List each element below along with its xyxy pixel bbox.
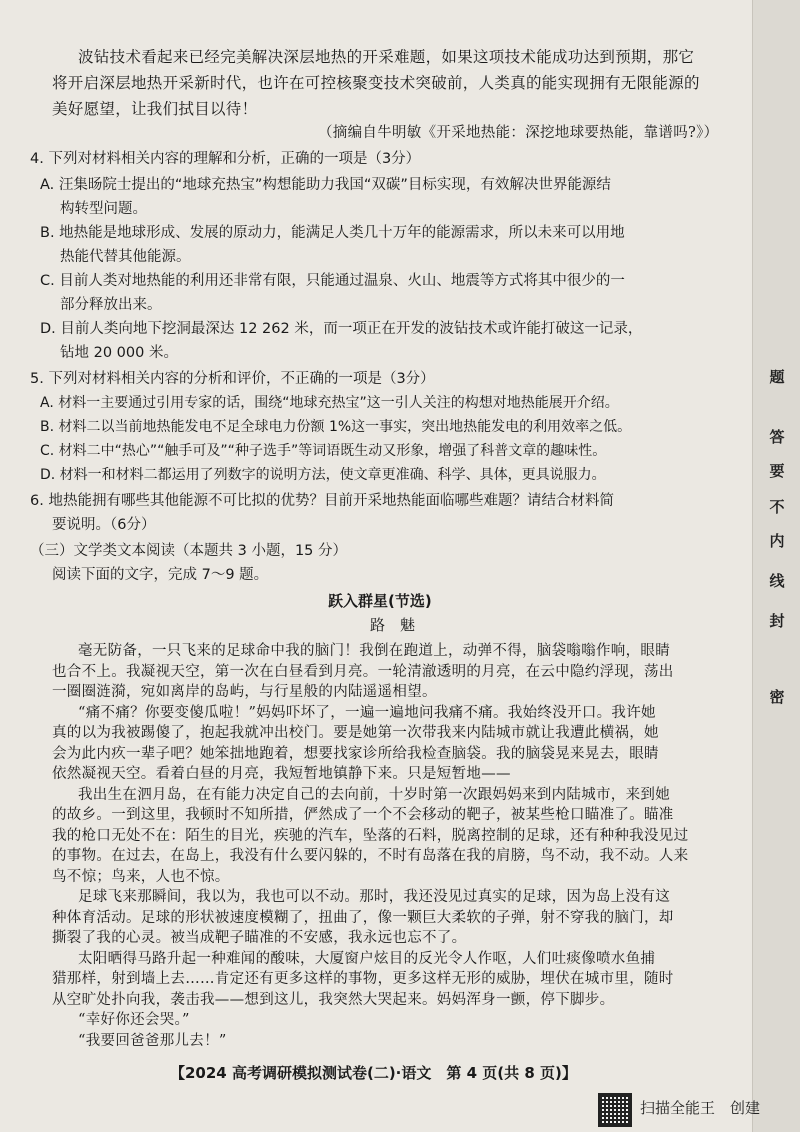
margin-char: 内 <box>769 532 785 550</box>
passage-line: 美好愿望，让我们拭目以待！ <box>52 100 258 118</box>
margin-char: 密 <box>769 688 785 706</box>
story-line: 撕裂了我的心灵。被当成靶子瞄准的不安感，我永远也忘不了。 <box>52 930 467 946</box>
story-title: 跃入群星(节选) <box>328 592 432 610</box>
q4-option: 钻地 20 000 米。 <box>60 345 178 361</box>
q5-option: C. 材料二中“热心”“触手可及”“种子选手”等词语既生动又形象，增强了科普文章的趣味性。 <box>40 443 607 459</box>
story-line: 毫无防备，一只飞来的足球命中我的脑门！我倒在跑道上，动弹不得，脑袋嗡嗡作响，眼睛 <box>78 643 670 659</box>
margin-char: 不 <box>769 498 785 516</box>
passage-line: 将开启深层地热开采新时代，也许在可控核聚变技术突破前，人类真的能实现拥有无限能源的 <box>52 74 700 92</box>
scanner-watermark: 扫描全能王 创建 <box>640 1099 761 1117</box>
q4-option: D. 目前人类向地下挖洞最深达 12 262 米，而一项正在开发的波钻技术或许能打破这一记录， <box>40 321 643 337</box>
q4-option: B. 地热能是地球形成、发展的原动力，能满足人类几十万年的能源需求，所以未来可以用地 <box>40 225 625 241</box>
citation: （摘编自牛明敏《开采地热能：深挖地球要热能，靠谱吗?》） <box>318 125 719 141</box>
story-line: 种体育活动。足球的形状被速度模糊了，扭曲了，像一颗巨大柔软的子弹，射不穿我的脑门，却 <box>52 909 674 926</box>
story-line: “我要回爸爸那儿去！” <box>78 1032 227 1049</box>
passage-line: 波钻技术看起来已经完美解决深层地热的开采难题，如果这项技术能成功达到预期，那它 <box>78 48 695 66</box>
margin-char: 要 <box>769 462 785 480</box>
story-line: 猎那样，射到墙上去……肯定还有更多这样的事物，更多这样无形的威胁，埋伏在城市里，随时 <box>52 971 674 987</box>
q5-option: B. 材料二以当前地热能发电不足全球电力份额 1%这一事实，突出地热能发电的利用效率之低。 <box>40 419 632 435</box>
q6-line: 要说明。（6分） <box>52 517 156 533</box>
section-heading: （三）文学类文本阅读（本题共 3 小题，15 分） <box>30 543 348 559</box>
q4-option: 构转型问题。 <box>60 201 147 217</box>
story-line: 我的枪口无处不在：陌生的目光，疾驰的汽车，坠落的石料，脱离控制的足球，还有种种我没见过 <box>52 827 689 844</box>
story-line: 鸟不惊；鸟来，人也不惊。 <box>52 868 230 885</box>
story-line: 的事物。在过去，在岛上，我没有什么要闪躲的，不时有岛落在我的肩膀，鸟不动，我不动。人来 <box>52 848 689 864</box>
q4-stem: 4. 下列对材料相关内容的理解和分析，正确的一项是（3分） <box>30 151 421 167</box>
story-line: 依然凝视天空。看着白昼的月亮，我短暂地镇静下来。只是短暂地—— <box>52 766 511 782</box>
margin-char: 封 <box>769 612 785 630</box>
story-line: 一圈圈涟漪，宛如离岸的岛屿，与行星般的内陆遥遥相望。 <box>52 684 437 700</box>
qr-code-icon <box>598 1093 632 1127</box>
story-line: 的故乡。一到这里，我顿时不知所措，俨然成了一个不会移动的靶子，被某些枪口瞄准了。瞄准 <box>52 807 674 823</box>
story-line: “痛不痛？你要变傻瓜啦！”妈妈吓坏了，一遍一遍地问我痛不痛。我始终没开口。我许她 <box>78 704 656 721</box>
story-line: “幸好你还会哭。” <box>78 1012 190 1028</box>
margin-char: 线 <box>769 572 785 590</box>
story-line: 真的以为我被踢傻了，抱起我就冲出校门。要是她第一次带我来内陆城市就让我遭此横祸，她 <box>52 725 659 741</box>
q4-option: A. 汪集旸院士提出的“地球充热宝”构想能助力我国“双碳”目标实现，有效解决世界能源结 <box>40 177 611 193</box>
q5-option: D. 材料一和材料二都运用了列数字的说明方法，使文章更准确、科学、具体，更具说服力。 <box>40 467 606 483</box>
q4-option: 热能代替其他能源。 <box>60 249 191 265</box>
q6-line: 6. 地热能拥有哪些其他能源不可比拟的优势？目前开采地热能面临哪些难题？请结合材料简 <box>30 493 614 509</box>
story-line: 我出生在泗月岛，在有能力决定自己的去向前，十岁时第一次跟妈妈来到内陆城市，来到她 <box>78 786 670 803</box>
story-line: 足球飞来那瞬间，我以为，我也可以不动。那时，我还没见过真实的足球，因为岛上没有这 <box>78 889 670 905</box>
q5-option: A. 材料一主要通过引用专家的话，围绕“地球充热宝”这一引人关注的构想对地热能展开介绍。 <box>40 395 619 411</box>
page-footer: 【2024 高考调研模拟测试卷(二)·语文 第 4 页(共 8 页)】 <box>170 1064 577 1082</box>
q4-option: C. 目前人类对地热能的利用还非常有限，只能通过温泉、火山、地震等方式将其中很少的一 <box>40 273 625 289</box>
binding-margin <box>752 0 800 1132</box>
margin-char: 题 <box>769 368 785 386</box>
section-instruction: 阅读下面的文字，完成 7～9 题。 <box>52 567 269 583</box>
q4-option: 部分释放出来。 <box>60 297 162 313</box>
story-line: 太阳晒得马路升起一种难闻的酸味，大厦窗户炫目的反光令人作呕，人们吐痰像喷水鱼捕 <box>78 950 656 967</box>
story-line: 从空旷处扑向我，袭击我——想到这儿，我突然大哭起来。妈妈浑身一颤，停下脚步。 <box>52 991 615 1008</box>
q5-stem: 5. 下列对材料相关内容的分析和评价，不正确的一项是（3分） <box>30 371 435 387</box>
story-line: 也合不上。我凝视天空，第一次在白昼看到月亮。一轮清澈透明的月亮，在云中隐约浮现，荡出 <box>52 663 674 680</box>
story-line: 会为此内疚一辈子吧？她笨拙地跑着，想要找家诊所给我检查脑袋。我的脑袋晃来晃去，眼睛 <box>52 745 659 762</box>
story-author: 路 魅 <box>370 616 416 634</box>
margin-char: 答 <box>769 428 785 446</box>
